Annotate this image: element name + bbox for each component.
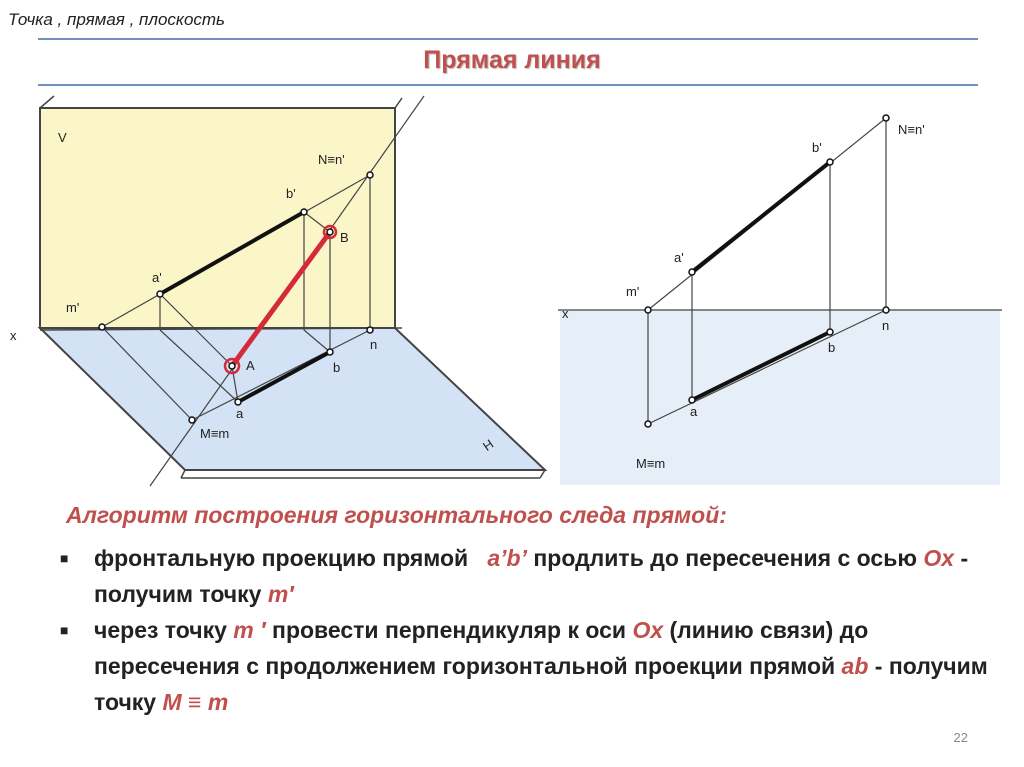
label-axis-x-right: x xyxy=(562,306,569,321)
step2-highlight-M: M ≡ m xyxy=(162,689,229,715)
algorithm-title: Алгоритм построения горизонтального следа прямой: xyxy=(66,502,727,528)
label-m1-right: m' xyxy=(626,284,640,299)
step2-text-2: провести перпендикуляр к оси xyxy=(265,617,633,643)
breadcrumb: Точка , прямая , плоскость xyxy=(8,10,225,29)
figure-left xyxy=(10,96,545,486)
step2-highlight-ab: ab xyxy=(841,653,869,679)
label-b1-left: b' xyxy=(286,186,296,201)
label-n-right: n xyxy=(882,318,890,333)
label-A-left: A xyxy=(246,358,255,373)
step1-highlight-ox: Ox xyxy=(923,545,955,571)
step1-highlight-ab: a’b’ xyxy=(487,545,527,571)
label-plane-h: H xyxy=(480,436,497,454)
label-axis-x-left: x xyxy=(10,328,17,343)
page-number: 22 xyxy=(953,730,968,745)
label-N-right: N≡n' xyxy=(898,122,925,137)
label-a-right: a xyxy=(690,404,698,419)
label-b-right: b xyxy=(828,340,836,355)
label-M-right: M≡m xyxy=(636,456,666,471)
plane-h xyxy=(40,328,545,470)
algorithm-steps xyxy=(60,540,990,720)
label-a1-left: a' xyxy=(152,270,162,285)
label-a1-right: a' xyxy=(674,250,684,265)
step1-highlight-m: m′ xyxy=(267,581,294,607)
label-N-left: N≡n' xyxy=(318,152,345,167)
step2-text-4: - получим точку xyxy=(94,653,988,715)
step2-highlight-m: m ′ xyxy=(233,617,266,643)
label-plane-v: V xyxy=(58,130,67,145)
label-b1-right: b' xyxy=(812,140,822,155)
algorithm-step-1 xyxy=(60,540,990,612)
plane-v xyxy=(40,108,395,328)
label-b-left: b xyxy=(333,360,341,375)
step1-text-2: продлить до пересечения с осью xyxy=(527,545,924,571)
label-m1-left: m' xyxy=(66,300,80,315)
figure-right xyxy=(558,92,1002,485)
step2-highlight-ox: Ox xyxy=(632,617,664,643)
page-title: Прямая линия xyxy=(423,46,601,74)
step1-text-3: - получим точку xyxy=(94,545,969,607)
step2-text-1: через точку xyxy=(94,617,234,643)
bullet-icon: ■ xyxy=(60,622,69,638)
label-M-left: M≡m xyxy=(200,426,230,441)
label-n-left: n xyxy=(370,337,378,352)
label-B-left: B xyxy=(340,230,349,245)
label-a-left: a xyxy=(236,406,244,421)
step2-text-3: (линию связи) до пересечения с продолжением горизонтальной проекции прямой xyxy=(94,617,869,679)
algorithm-step-2 xyxy=(60,612,990,720)
bullet-icon: ■ xyxy=(60,550,69,566)
step1-text-1: фронтальную проекцию прямой xyxy=(94,545,469,571)
